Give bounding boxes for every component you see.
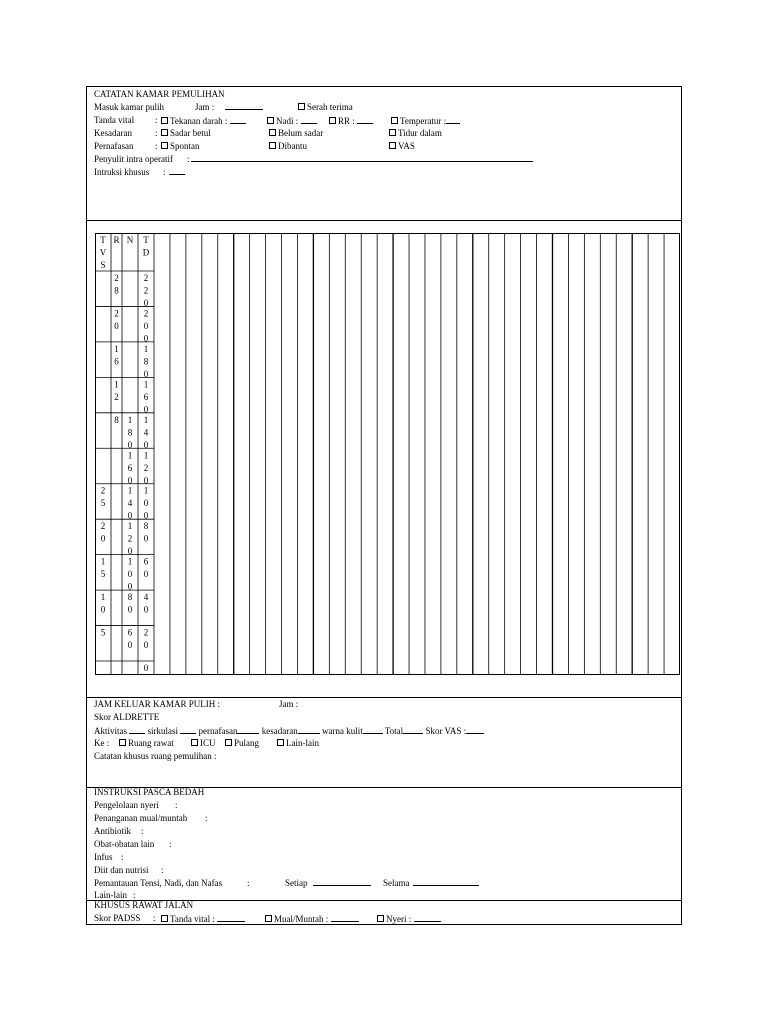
option-label: ICU	[200, 738, 216, 748]
scale-value-label: 0	[143, 404, 149, 415]
scale-value-label: 4	[143, 427, 149, 438]
section-recovery-notes	[87, 87, 681, 221]
intruksi-field[interactable]	[169, 166, 185, 175]
option-label: Tekanan darah :	[170, 116, 228, 126]
scale-value-label: 8	[127, 427, 133, 438]
scale-value-label: 1	[127, 556, 133, 567]
warna-kulit-label: warna kulit	[321, 726, 363, 736]
skor-padss-label: Skor PADSS	[94, 913, 141, 923]
checkbox[interactable]	[119, 739, 126, 746]
nadi-field[interactable]	[301, 115, 317, 124]
mual-muntah-option	[265, 913, 359, 925]
column-header-label: R	[113, 235, 120, 245]
aktivitas-label: Aktivitas	[94, 726, 127, 736]
scale-value-label: 0	[143, 663, 149, 673]
scale-value-label: 0	[127, 569, 133, 580]
nadi-option	[267, 115, 317, 127]
scale-value-label: 0	[143, 640, 149, 651]
skor-vas-label: Skor VAS :	[425, 726, 467, 736]
scale-value-label: 2	[143, 462, 149, 473]
scale-value-label: 1	[114, 379, 119, 390]
scale-value-label: 0	[143, 533, 149, 544]
scale-value-label: 6	[143, 556, 149, 567]
option-label: Serah terima	[307, 102, 353, 112]
kesadaran-field[interactable]	[298, 725, 320, 734]
rr-field[interactable]	[357, 115, 373, 124]
scale-value-label: 1	[143, 379, 149, 390]
catatan-khusus-label: Catatan khusus ruang pemulihan :	[94, 751, 217, 761]
section-title: CATATAN KAMAR PEMULIHAN	[94, 89, 225, 99]
section-discharge	[87, 697, 681, 788]
scale-value-label: 0	[143, 320, 149, 331]
tekanan-darah-field[interactable]	[230, 115, 246, 124]
tanda-vital-option	[161, 913, 245, 925]
pengelolaan-label: Pengelolaan nyeri	[94, 800, 159, 810]
colon: :	[161, 865, 164, 875]
lain-lain-option	[277, 738, 319, 749]
column-header-label: T	[100, 235, 106, 245]
scale-value-label: 0	[127, 581, 133, 592]
option-label: Ruang rawat	[128, 738, 174, 748]
scale-value-label: 0	[100, 533, 106, 544]
pulang-option	[225, 738, 259, 749]
option-label: Sadar betul	[170, 128, 211, 138]
masuk-label: Masuk kamar pulih	[94, 102, 164, 112]
warna-kulit-field[interactable]	[363, 725, 383, 734]
pernafasan-field[interactable]	[237, 725, 259, 734]
tanda-vital-label: Tanda vital	[94, 115, 135, 125]
section-title: JAM KELUAR KAMAR PULIH :	[94, 699, 221, 709]
option-label: Pulang	[234, 738, 260, 748]
column-header-label: D	[142, 247, 150, 258]
jam-label: Jam :	[279, 699, 299, 709]
scale-value-label: 0	[127, 640, 133, 651]
colon: :	[187, 154, 190, 164]
selama-field[interactable]	[413, 877, 479, 886]
scale-value-label: 0	[114, 320, 119, 331]
scale-value-label: 2	[100, 521, 106, 532]
setiap-label: Setiap	[285, 878, 308, 888]
scale-value-label: 1	[127, 485, 133, 496]
option-label: RR :	[338, 116, 355, 126]
checkbox[interactable]	[329, 117, 336, 124]
checkbox[interactable]	[161, 129, 168, 136]
sadar-betul-option	[161, 128, 211, 139]
recovery-room-form	[86, 86, 682, 925]
scale-value-label: 1	[143, 450, 149, 461]
scale-value-label: 0	[143, 298, 149, 308]
colon: :	[247, 878, 250, 888]
pemantauan-label: Pemantauan Tensi, Nadi, dan Nafas	[94, 878, 223, 888]
infus-label: Infus	[94, 852, 113, 862]
dibantu-option	[269, 141, 307, 152]
column-header-label: V	[99, 247, 107, 258]
scale-value-label: 0	[143, 368, 149, 379]
pernafasan-label: Pernafasan	[94, 141, 134, 151]
scale-value-label: 0	[127, 475, 133, 486]
scale-value-label: 1	[100, 556, 106, 567]
penanganan-label: Penanganan mual/muntah	[94, 813, 188, 823]
section-title: INSTRUKSI PASCA BEDAH	[94, 787, 205, 797]
option-label: Spontan	[170, 141, 200, 151]
colon: :	[163, 167, 166, 177]
scale-value-label: 0	[143, 569, 149, 580]
colon: :	[205, 813, 208, 823]
option-label: Nadi :	[276, 116, 299, 126]
scale-value-label: 0	[127, 546, 133, 557]
colon: :	[121, 852, 124, 862]
belum-sadar-option	[269, 128, 323, 139]
tanda-vital-field[interactable]	[217, 913, 245, 922]
checkbox[interactable]	[277, 739, 284, 746]
checkbox[interactable]	[391, 117, 398, 124]
column-header-label: N	[126, 235, 134, 245]
scale-value-label: 2	[114, 273, 119, 283]
skor-vas-field[interactable]	[466, 725, 484, 734]
option-label: Tidur dalam	[398, 128, 442, 138]
checkbox[interactable]	[161, 117, 168, 124]
scale-value-label: 4	[143, 592, 149, 603]
option-label: Tanda vital :	[170, 914, 215, 924]
colon: :	[155, 128, 158, 138]
checkbox[interactable]	[191, 739, 198, 746]
checkbox[interactable]	[161, 915, 168, 922]
scale-value-label: 1	[143, 485, 149, 496]
scale-value-label: 8	[114, 285, 119, 296]
diit-label: Diit dan nutrisi	[94, 865, 149, 875]
scale-value-label: 1	[143, 414, 149, 425]
column-header-label: T	[143, 235, 149, 245]
jam-label: Jam :	[195, 102, 215, 112]
temperatur-field[interactable]	[446, 115, 460, 124]
scale-value-label: 0	[143, 498, 149, 509]
scale-value-label: 1	[114, 343, 119, 354]
scale-value-label: 2	[114, 308, 119, 319]
mual-muntah-field[interactable]	[331, 913, 359, 922]
icu-option	[191, 738, 216, 749]
scale-value-label: 1	[100, 592, 106, 603]
scale-value-label: 2	[143, 273, 149, 283]
tidur-dalam-option	[389, 128, 442, 139]
obat-label: Obat-obatan lain	[94, 839, 155, 849]
scale-value-label: 8	[127, 592, 133, 603]
setiap-field[interactable]	[313, 877, 371, 886]
spontan-option	[161, 141, 200, 152]
vas-option	[389, 141, 415, 152]
intruksi-label: Intruksi khusus	[94, 167, 150, 177]
scale-value-label: 2	[143, 308, 149, 319]
section-post-op-instructions	[87, 787, 681, 901]
scale-value-label: 8	[143, 521, 149, 532]
checkbox[interactable]	[225, 739, 232, 746]
scale-value-label: 0	[143, 604, 149, 615]
colon: :	[155, 141, 158, 151]
scale-value-label: 2	[143, 285, 149, 296]
nyeri-option	[377, 913, 442, 925]
column-header-label: S	[100, 260, 106, 270]
aktivitas-field[interactable]	[129, 725, 145, 734]
checkbox[interactable]	[377, 915, 384, 922]
checkbox[interactable]	[265, 915, 272, 922]
scale-value-label: 0	[127, 439, 133, 450]
lain-lain-label: Lain-lain	[94, 890, 127, 900]
scale-value-label: 2	[127, 533, 133, 544]
scale-value-label: 2	[114, 391, 119, 402]
jam-masuk-field[interactable]	[225, 101, 263, 110]
ruang-rawat-option	[119, 738, 174, 749]
scale-value-label: 1	[127, 450, 133, 461]
option-label: VAS	[398, 141, 415, 151]
scale-value-label: 6	[127, 462, 133, 473]
scale-value-label: 6	[143, 391, 149, 402]
checkbox[interactable]	[389, 129, 396, 136]
scale-value-label: 0	[100, 604, 106, 615]
scale-value-label: 5	[100, 627, 106, 638]
penyulit-label: Penyulit intra operatif	[94, 154, 173, 164]
scale-value-label: 5	[100, 498, 106, 509]
colon: :	[175, 800, 178, 810]
scale-value-label: 2	[100, 485, 106, 496]
colon: :	[169, 839, 172, 849]
scale-value-label: 1	[143, 343, 149, 354]
scale-value-label: 0	[143, 333, 149, 344]
colon: :	[155, 115, 158, 125]
section-title: KHUSUS RAWAT JALAN	[94, 900, 194, 910]
option-label: Temperatur :	[400, 116, 447, 126]
grid-border	[96, 234, 680, 675]
sirkulasi-label: sirkulasi	[147, 726, 178, 736]
colon: :	[133, 890, 136, 900]
period: .	[439, 914, 442, 924]
option-label: Nyeri :	[386, 914, 412, 924]
pernafasan-label: pernafasan	[198, 726, 238, 736]
selama-label: Selama	[383, 878, 410, 888]
antibiotik-label: Antibiotik	[94, 826, 132, 836]
option-label: Lain-lain	[286, 738, 319, 748]
temperatur-option	[391, 115, 460, 127]
tekanan-darah-option	[161, 115, 246, 127]
scale-value-label: 0	[127, 510, 133, 521]
scale-value-label: 1	[127, 414, 133, 425]
option-label: Mual/Muntah :	[274, 914, 329, 924]
serah-terima-option	[298, 102, 353, 113]
scale-value-label: 4	[127, 498, 133, 509]
checkbox[interactable]	[298, 103, 305, 110]
scale-value-label: 0	[127, 604, 133, 615]
ke-label: Ke :	[94, 738, 110, 748]
colon: :	[141, 826, 144, 836]
checkbox[interactable]	[389, 142, 396, 149]
colon: :	[153, 913, 156, 923]
scale-value-label: 6	[114, 356, 119, 367]
scale-value-label: 6	[127, 627, 133, 638]
skor-aldrette-label: Skor ALDRETTE	[94, 712, 160, 722]
rr-option	[329, 115, 373, 127]
option-label: Dibantu	[278, 141, 307, 151]
section-outpatient	[87, 900, 681, 924]
total-field[interactable]	[403, 725, 423, 734]
kesadaran-label: Kesadaran	[94, 128, 132, 138]
scale-value-label: 2	[143, 627, 149, 638]
scale-value-label: 0	[143, 475, 149, 486]
scale-value-label: 0	[143, 510, 149, 521]
checkbox[interactable]	[269, 142, 276, 149]
vital-signs-grid	[95, 233, 680, 675]
checkbox[interactable]	[161, 142, 168, 149]
scale-value-label: 0	[143, 439, 149, 450]
aldrette-scores	[94, 725, 484, 737]
sirkulasi-field[interactable]	[180, 725, 196, 734]
scale-value-label: 5	[100, 569, 106, 580]
nyeri-field[interactable]	[414, 913, 440, 922]
vital-signs-chart	[95, 233, 680, 675]
total-label: Total	[384, 726, 404, 736]
checkbox[interactable]	[269, 129, 276, 136]
checkbox[interactable]	[267, 117, 274, 124]
scale-value-label: 1	[127, 521, 133, 532]
option-label: Belum sadar	[278, 128, 324, 138]
scale-value-label: 8	[114, 414, 119, 425]
penyulit-field[interactable]	[191, 153, 533, 162]
kesadaran-label: kesadaran	[261, 726, 298, 736]
scale-value-label: 8	[143, 356, 149, 367]
